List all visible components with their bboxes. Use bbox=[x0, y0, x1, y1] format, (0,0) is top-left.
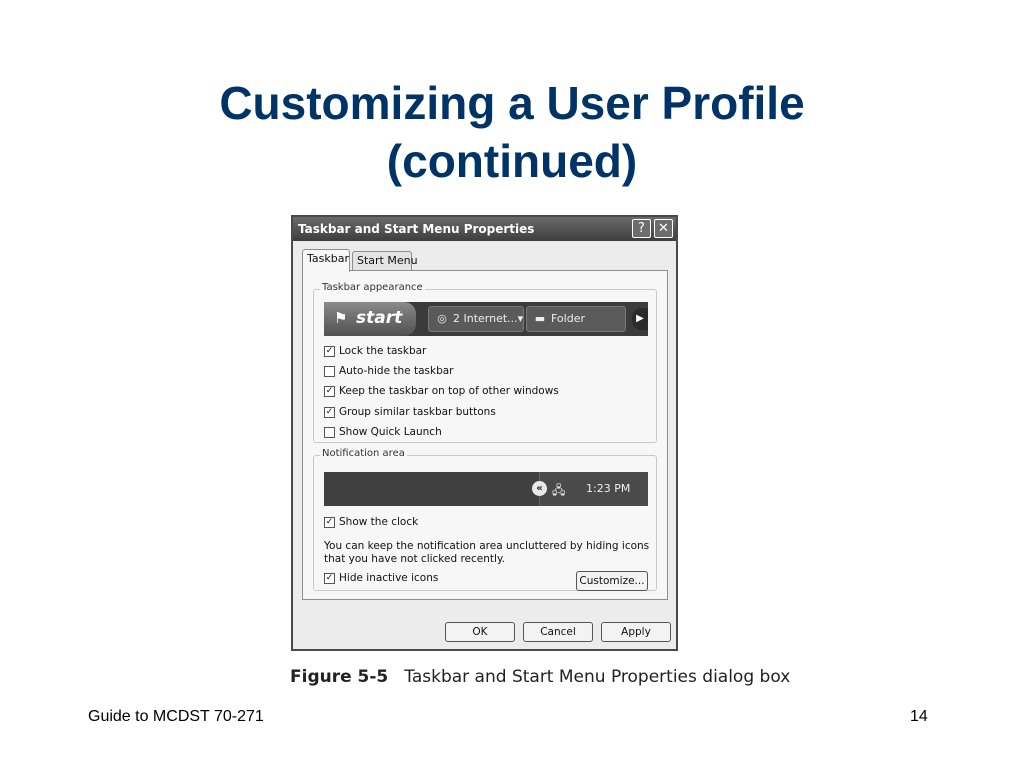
taskbar-appearance-group bbox=[313, 282, 657, 443]
keep-on-top-label: Keep the taskbar on top of other windows bbox=[339, 385, 559, 397]
taskbar-button-internet bbox=[428, 306, 524, 332]
scroll-right-icon: ▶ bbox=[632, 308, 648, 330]
internet-explorer-icon: ◎ bbox=[437, 312, 447, 325]
keep-on-top-option[interactable] bbox=[324, 385, 559, 399]
apply-button[interactable]: Apply bbox=[601, 622, 671, 642]
task-label-internet: 2 Internet...▾ bbox=[453, 312, 524, 325]
lock-taskbar-checkbox[interactable]: ✓ bbox=[325, 345, 334, 356]
figure-caption bbox=[290, 667, 790, 687]
lock-taskbar-label: Lock the taskbar bbox=[339, 345, 427, 357]
clock-time: 1:23 PM bbox=[586, 482, 631, 495]
keep-on-top-checkbox[interactable]: ✓ bbox=[325, 385, 334, 396]
show-clock-option[interactable] bbox=[324, 516, 418, 530]
slide-title-line2: (continued) bbox=[386, 135, 638, 187]
figure-caption-text: Taskbar and Start Menu Properties dialog box bbox=[404, 667, 791, 687]
start-label: start bbox=[356, 308, 403, 328]
taskbar-preview bbox=[324, 302, 648, 336]
hide-inactive-option[interactable] bbox=[324, 572, 438, 586]
chevron-left-icon: « bbox=[532, 481, 547, 496]
group-buttons-checkbox[interactable]: ✓ bbox=[325, 406, 334, 417]
close-button[interactable]: ✕ bbox=[654, 219, 673, 238]
hide-inactive-label: Hide inactive icons bbox=[339, 572, 439, 584]
show-clock-checkbox[interactable]: ✓ bbox=[325, 516, 334, 527]
tab-start-menu[interactable]: Start Menu bbox=[352, 251, 412, 271]
taskbar-appearance-label: Taskbar appearance bbox=[322, 282, 423, 293]
tab-taskbar[interactable]: Taskbar bbox=[302, 249, 350, 272]
notification-preview bbox=[324, 472, 648, 506]
start-button-preview bbox=[324, 302, 416, 336]
slide-title-line1: Customizing a User Profile bbox=[219, 77, 805, 129]
notification-description: You can keep the notification area uncluttered by hiding icons that you have not clicked recently. bbox=[324, 540, 650, 565]
figure-label: Figure 5-5 bbox=[290, 667, 389, 687]
quick-launch-label: Show Quick Launch bbox=[339, 426, 442, 438]
dialog-titlebar[interactable] bbox=[293, 217, 676, 241]
folder-icon: ▬ bbox=[534, 312, 546, 325]
group-buttons-option[interactable] bbox=[324, 406, 496, 420]
show-clock-label: Show the clock bbox=[339, 516, 419, 528]
slide-title bbox=[0, 74, 1024, 190]
notification-area-group bbox=[313, 448, 657, 591]
taskbar-properties-dialog bbox=[291, 215, 678, 651]
lock-taskbar-option[interactable] bbox=[324, 345, 426, 359]
task-label-folder: Folder bbox=[551, 312, 585, 325]
auto-hide-option[interactable] bbox=[324, 365, 454, 379]
notification-tray bbox=[536, 472, 648, 506]
ok-button[interactable]: OK bbox=[445, 622, 515, 642]
taskbar-button-folder bbox=[526, 306, 626, 332]
page-number: 14 bbox=[910, 708, 928, 725]
quick-launch-checkbox[interactable] bbox=[324, 427, 335, 438]
dialog-title: Taskbar and Start Menu Properties bbox=[298, 222, 535, 236]
taskbar-tab-panel bbox=[302, 270, 668, 600]
auto-hide-checkbox[interactable] bbox=[324, 366, 335, 377]
quick-launch-option[interactable] bbox=[324, 426, 442, 440]
windows-flag-icon: ⚑ bbox=[334, 309, 348, 327]
group-buttons-label: Group similar taskbar buttons bbox=[339, 406, 496, 418]
hide-inactive-checkbox[interactable]: ✓ bbox=[325, 572, 334, 583]
notification-area-label: Notification area bbox=[322, 448, 405, 459]
cancel-button[interactable]: Cancel bbox=[523, 622, 593, 642]
network-volume-icon: 🖧 bbox=[552, 483, 566, 497]
customize-button[interactable]: Customize... bbox=[576, 571, 648, 591]
help-button[interactable]: ? bbox=[632, 219, 651, 238]
footer-course-name: Guide to MCDST 70-271 bbox=[88, 708, 264, 725]
auto-hide-label: Auto-hide the taskbar bbox=[339, 365, 454, 377]
